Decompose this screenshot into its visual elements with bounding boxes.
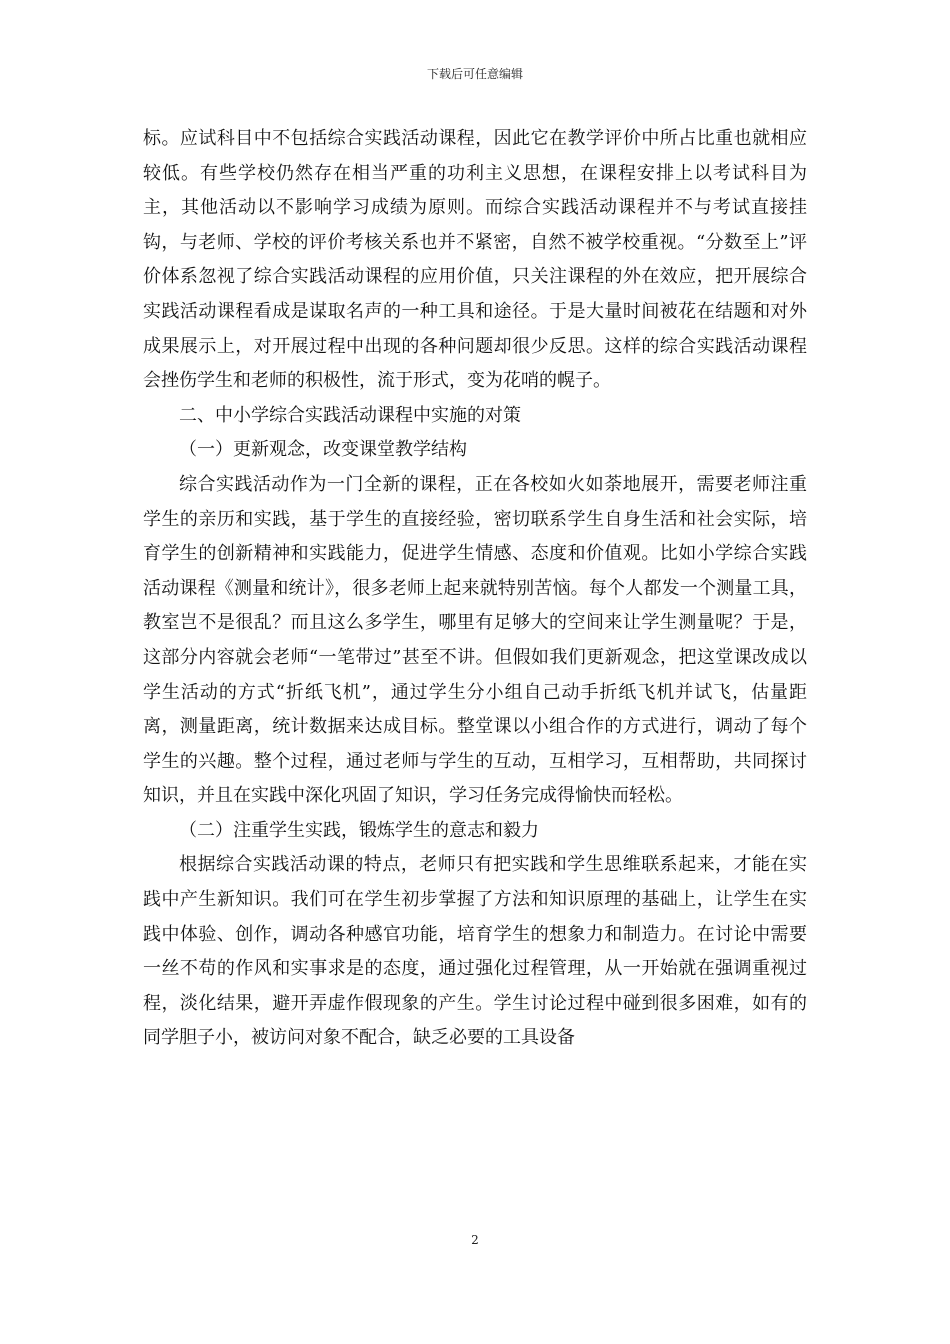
section-heading: 二、中小学综合实践活动课程中实施的对策 xyxy=(179,404,521,426)
page-number: 2 xyxy=(471,1233,479,1247)
paragraph-body-2: 根据综合实践活动课的特点，老师只有把实践和学生思维联系起来，才能在实践中产生新知识。我们可在学生初步掌握了方法和知识原理的基础上，让学生在实践中体验、创作，调动各种感官功能，培育学生的想象力和制造力。在讨论中需要一丝不苟的作风和实事求是的态度，通过强化过程管理，从一开始就在强调重视过程，淡化结果，避开弄虚作假现象的产生。学生讨论过程中碰到很多困难，如有的同学胆子小，被访问对象不配合，缺乏必要的工具设备 xyxy=(143,854,807,1049)
page-header: 下载后可任意编辑 xyxy=(426,67,523,81)
paragraph-continuation: 标。应试科目中不包括综合实践活动课程，因此它在教学评价中所占比重也就相应较低。有些学校仍然存在相当严重的功利主义思想，在课程安排上以考试科目为主，其他活动以不影响学习成绩为原则。而综合实践活动课程并不与考试直接挂钩，与老师、学校的评价考核关系也并不紧密，自然不被学校重视。“分数至上”评价体系忽视了综合实践活动课程的应用价值，只关注课程的外在效应，把开展综合实践活动课程看成是谋取名声的一种工具和途径。于是大量时间被花在结题和对外成果展示上，对开展过程中出现的各种问题却很少反思。这样的综合实践活动课程会挫伤学生和老师的积极性，流于形式，变为花哨的幌子。 xyxy=(143,128,807,392)
document-body xyxy=(143,122,807,1056)
subsection-heading-2: （二）注重学生实践，锻炼学生的意志和毅力 xyxy=(179,819,539,841)
subsection-heading-1: （一）更新观念，改变课堂教学结构 xyxy=(179,439,467,461)
paragraph-body-1: 综合实践活动作为一门全新的课程，正在各校如火如荼地展开，需要老师注重学生的亲历和实践，基于学生的直接经验，密切联系学生自身生活和社会实际，培育学生的创新精神和实践能力，促进学生情感、态度和价值观。比如小学综合实践活动课程《测量和统计》，很多老师上起来就特别苦恼。每个人都发一个测量工具，教室岂不是很乱？而且这么多学生，哪里有足够大的空间来让学生测量呢？于是，这部分内容就会老师“一笔带过”甚至不讲。但假如我们更新观念，把这堂课改成以学生活动的方式“折纸飞机”，通过学生分小组自己动手折纸飞机并试飞，估量距离，测量距离，统计数据来达成目标。整堂课以小组合作的方式进行，调动了每个学生的兴趣。整个过程，通过老师与学生的互动，互相学习，互相帮助，共同探讨知识，并且在实践中深化巩固了知识，学习任务完成得愉快而轻松。 xyxy=(143,473,807,807)
